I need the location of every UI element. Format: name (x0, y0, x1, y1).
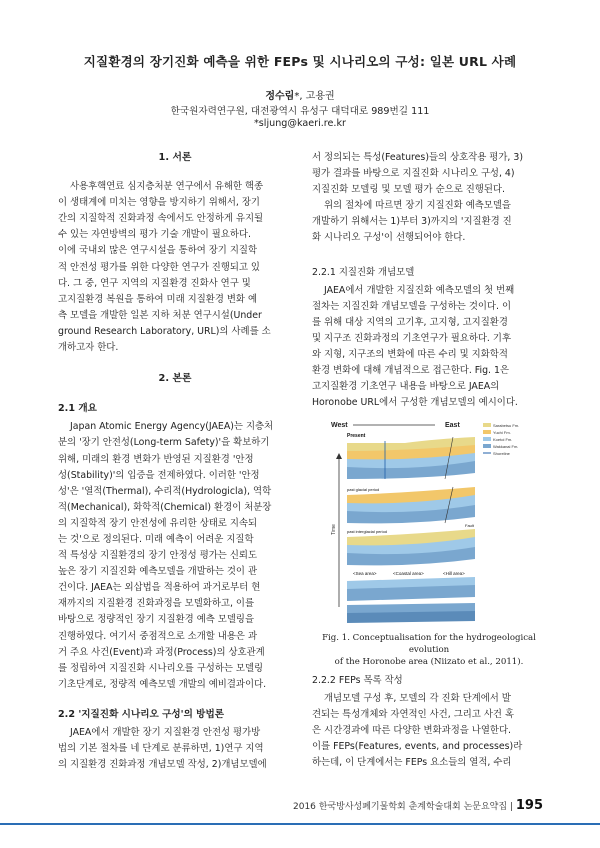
text-line: Horonobe URL에서 구성한 개념모델의 예시이다. (312, 397, 518, 409)
concept-model-paragraph (312, 283, 546, 412)
text-line: 개하고자 한다. (58, 342, 119, 354)
text-line: ground Research Laboratory, URL)의 사례를 소 (58, 325, 271, 337)
footer-text: 2016 한국방사성폐기물학회 춘계학술대회 논문요약집 (293, 802, 508, 812)
text-line: 를 정립하여 지질진화 시나리오를 구성하는 모델링 (58, 662, 264, 674)
text-line: JAEA에서 개발한 지질진화 예측모델의 첫 번째 (324, 284, 515, 296)
text-line: 적 안전성 평가를 위한 다양한 연구가 진행되고 있 (58, 261, 260, 273)
legend-label: Yuchi Fm. (493, 430, 511, 435)
right-column-lower (312, 673, 546, 772)
subsection-heading-feps: 2.2.2 FEPs 목록 작성 (312, 675, 403, 686)
text-line: 바탕으로 정량적인 장기 지질환경 예측 모델링을 (58, 614, 255, 626)
panel-present (347, 437, 475, 479)
hydrogeology-figure (325, 417, 535, 627)
subsection-heading-method: 2.2 '지질진화 시나리오 구성'의 방법론 (58, 708, 224, 720)
text-line: 위의 절차에 따르면 장기 지질진화 예측모델을 (324, 200, 511, 212)
text-line: 다. 그 중, 연구 지역의 지질환경 진화사 연구 및 (58, 277, 251, 289)
east-label: East (445, 422, 460, 429)
caption-line: Fig. 1. Conceptualisation for the hydrogeological evolution (322, 633, 536, 655)
interglacial-label: past interglacial period (347, 529, 388, 534)
west-label: West (331, 422, 348, 429)
legend-label: Koetoi Fm. (493, 437, 513, 442)
text-line: 평가 결과를 바탕으로 지질진화 시나리오 구성, 4) (312, 168, 515, 180)
author-mark: * (294, 91, 300, 102)
legend-label: Shoreline (493, 451, 510, 456)
legend-swatch (483, 437, 491, 441)
email: *sljung@kaeri.re.kr (254, 118, 346, 129)
text-line: 간의 지질학적 진화과정 속에서도 안정하게 유지될 (58, 213, 264, 225)
legend-swatch (483, 430, 491, 434)
text-line: 와 지형, 지구조의 변화에 따른 수리 및 지화학적 (312, 349, 508, 361)
glacial-label: past glacial period (347, 487, 380, 492)
text-line: 견되는 특성개체와 자연적인 사건, 그리고 사건 혹 (312, 709, 514, 721)
panel-depositional-2 (347, 603, 475, 623)
text-line: 환경 변화에 대해 개념적으로 접근한다. Fig. 1은 (312, 365, 510, 377)
fault-label: Fault (465, 523, 474, 528)
text-line: 화 시나리오 구성'이 선행되어야 한다. (312, 232, 466, 244)
co-authors: , 고용권 (299, 91, 335, 102)
text-line: JAEA에서 개발한 장기 지질환경 안전성 평가방 (70, 727, 261, 738)
text-line: 이에 국내외 많은 연구시설을 통하여 장기 지질학 (58, 245, 258, 257)
text-line: 기초단계로, 정량적 예측모델 개발의 예비결과이다. (58, 678, 267, 690)
method-paragraph-continued (312, 150, 546, 247)
text-line: 및 지구조 진화과정의 기초연구가 필요하다. 기후 (312, 332, 512, 344)
text-line: 분의 '장기 안전성(Long-term Safety)'을 확보하기 (58, 437, 270, 449)
method-paragraph (58, 725, 292, 773)
paper-title: 지질환경의 장기진화 예측을 위한 FEPs 및 시나리오의 구성: 일본 URL 사례 (83, 54, 517, 69)
page-number: 195 (515, 798, 543, 813)
corresponding-author: 정수림 (265, 91, 295, 102)
text-line: 의 지질학적 장기 안전성에 유리한 상태로 지속되 (58, 517, 258, 529)
text-line: 지질진화 모델링 및 모델 평가 순으로 진행된다. (312, 184, 505, 196)
text-line: 측 모델을 개발한 일본 지하 처분 연구시설(Under (58, 309, 262, 321)
text-line: 고지질환경 복원을 통하여 미래 지질환경 변화 예 (58, 293, 258, 305)
subsection-heading-concept-model: 2.2.1 지질진화 개념모델 (312, 266, 415, 278)
coastal-area-label: <Coastal area> (393, 571, 424, 576)
section-heading-body: 2. 본론 (158, 373, 192, 385)
text-line: 사용후핵연료 심지층처분 연구에서 유해한 핵종 (70, 181, 264, 193)
text-line: 의 지질환경 진화과정 개념모델 작성, 2)개념모델에 (58, 759, 267, 771)
text-line: 위해, 미래의 환경 변화가 반영된 지질환경 '안정 (58, 453, 254, 465)
footer-rule (0, 823, 600, 825)
present-label: Present (347, 433, 366, 439)
legend-swatch (483, 423, 491, 427)
subsection-heading-overview: 2.1 개요 (58, 403, 97, 415)
author-line (0, 87, 600, 102)
text-line: 를 위해 대상 지역의 고기후, 고지형, 고지질환경 (312, 316, 508, 328)
text-line: 고지질환경 기초연구 내용을 바탕으로 JAEA의 (312, 381, 500, 393)
text-line: Japan Atomic Energy Agency(JAEA)는 지층처 (70, 421, 274, 433)
time-label: Time (331, 524, 337, 535)
text-line: 은 시간경과에 따른 다양한 변화과정을 나열한다. (312, 725, 512, 737)
footer-separator: | (509, 802, 513, 812)
text-line: 성(Stability)'의 입증을 전제하였다. 이러한 '안정 (58, 469, 260, 481)
text-line: 법의 기본 절차를 네 단계로 분류하면, 1)연구 지역 (58, 743, 264, 755)
layer (347, 611, 475, 623)
text-line: 적 특성상 지질환경의 장기 안정성 평가는 신뢰도 (58, 550, 258, 562)
panel-depositional-1 (347, 577, 475, 601)
figure-caption (312, 632, 546, 668)
feps-paragraph (312, 691, 546, 771)
text-line: 거 주요 사건(Event)과 과정(Process)의 상호관계 (58, 646, 265, 658)
text-line: 적(Mechanical), 화학적(Chemical) 환경이 처분장 (58, 501, 272, 513)
section-heading-intro: 1. 서론 (158, 152, 192, 163)
text-line: 건이다. JAEA는 외삽법을 적용하여 과거로부터 현 (58, 582, 261, 594)
legend-label: Sarabetsu Fm. (493, 423, 520, 428)
text-line: 수 있는 자연방벽의 평가 기술 개발이 필요하다. (58, 229, 251, 241)
text-line: 진행하였다. 여기서 중점적으로 소개할 내용은 과 (58, 630, 258, 642)
caption-line: of the Horonobe area (Niizato et al., 2011). (334, 657, 524, 667)
text-line: 성'은 '열적(Thermal), 수리적(Hydrologicla), 역학 (58, 485, 272, 497)
page-footer (293, 798, 543, 813)
text-line: 이 생태계에 미치는 영향을 방지하기 위해서, 장기 (58, 197, 260, 209)
text-line: 하는데, 이 단계에서는 FEPs 요소들의 열적, 수리 (312, 757, 512, 769)
overview-paragraph (58, 419, 292, 693)
text-line: 절차는 지질진화 개념모델을 구성하는 것이다. 이 (312, 300, 512, 312)
text-line: 이를 FEPs(Features, events, and processes)라 (312, 741, 523, 753)
affiliation: 한국원자력연구원, 대전광역시 유성구 대덕대로 989번길 111 (170, 106, 430, 117)
text-line: 재까지의 지질환경 진화과정을 모델화하고, 이를 (58, 598, 255, 610)
left-column (58, 150, 292, 773)
text-line: 는 것'으로 정의된다. 미래 예측이 어려운 지질학 (58, 533, 254, 545)
right-column (312, 150, 546, 411)
legend-label: Wakkanai Fm. (493, 444, 519, 449)
text-line: 개발하기 위해서는 1)부터 3)까지의 '지질환경 진 (312, 216, 512, 228)
intro-paragraph (58, 179, 292, 356)
legend-swatch (483, 444, 491, 448)
hill-area-label: <Hill area> (443, 571, 465, 576)
sea-area-label: <Sea area> (353, 571, 377, 576)
text-line: 서 정의되는 특성(Features)들의 상호작용 평가, 3) (312, 152, 523, 163)
text-line: 개념모델 구성 후, 모델의 각 진화 단계에서 발 (324, 693, 511, 705)
text-line: 높은 장기 지질진화 예측모델을 개발하는 것이 관 (58, 566, 258, 578)
